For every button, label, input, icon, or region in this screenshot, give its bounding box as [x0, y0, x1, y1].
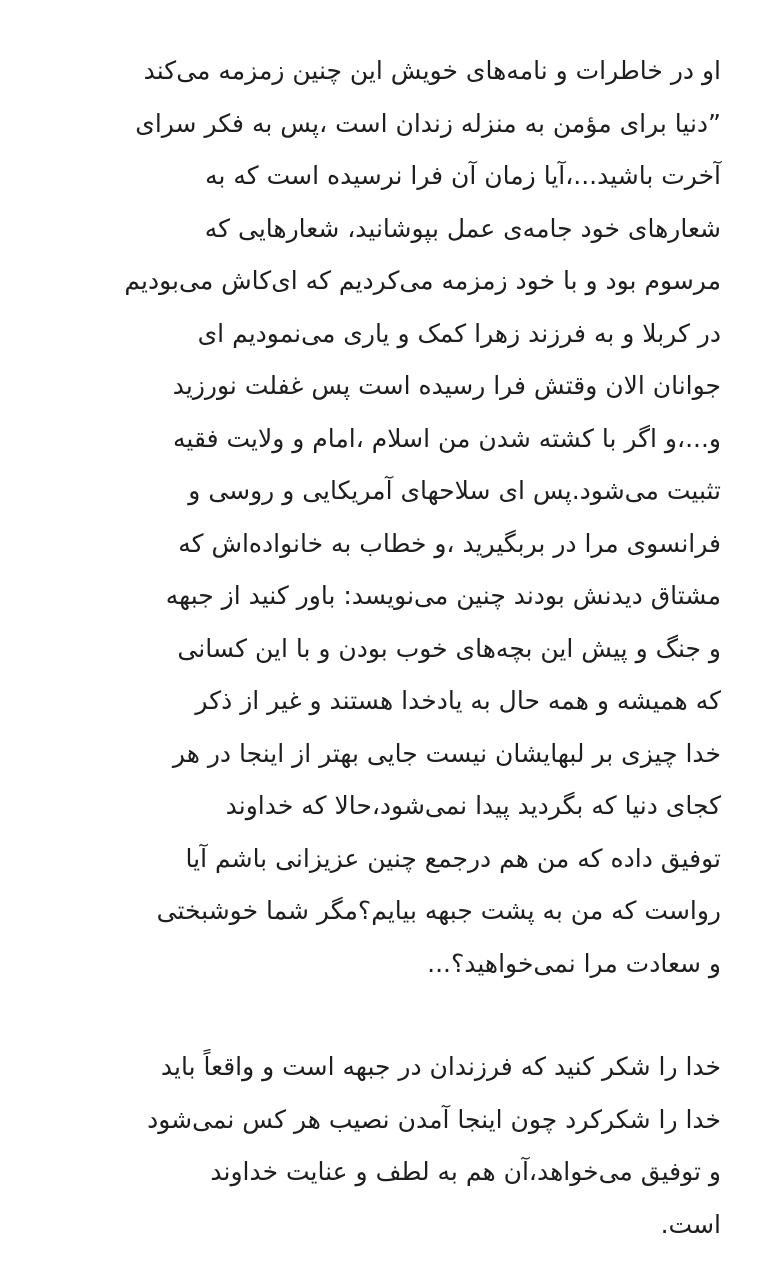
- text-line: خدا را شکرکرد چون اینجا آمدن نصیب هر کس نمی‌شود: [147, 1104, 721, 1134]
- text-line: توفیق داده که من هم درجمع چنین عزیزانی باشم آیا: [185, 843, 721, 873]
- text-line: و...،و اگر با کشته شدن من اسلام ،امام و ولایت فقیه: [173, 423, 721, 453]
- text-line: خدا را شکر کنید که فرزندان در جبهه است و واقعاً باید: [160, 1052, 721, 1081]
- text-line: و جنگ و پیش این بچه‌های خوب بودن و با این کسانی: [177, 633, 721, 663]
- text-line: آخرت باشید...،آیا زمان آن فرا نرسیده است که به: [205, 161, 721, 190]
- text-line: تثبیت می‌شود.پس ای سلاحهای آمریکایی و روسی و: [188, 476, 721, 505]
- text-line: مشتاق دیدنش بودند چنین می‌نویسد: باور کنید از جبهه: [165, 581, 721, 610]
- text-line: رواست که من به پشت جبهه بیایم؟مگر شما خوشبختی: [156, 896, 721, 925]
- text-line: خدا چیزی بر لبهایشان نیست جایی بهتر از اینجا در هر: [172, 738, 721, 768]
- article-body: [62, 45, 721, 1251]
- paragraph-2: [62, 1041, 721, 1251]
- text-line: در کربلا و به فرزند زهرا کمک و یاری می‌نمودیم ای: [197, 318, 721, 348]
- text-line: و توفیق می‌خواهد،آن هم به لطف و عنایت خداوند: [210, 1157, 721, 1186]
- text-line: شعارهای خود جامه‌ی عمل بپوشانید، شعارهایی که: [204, 213, 721, 243]
- text-line: است.: [660, 1209, 721, 1239]
- text-line: مرسوم بود و با خود زمزمه می‌کردیم که ای‌کاش می‌بودیم: [124, 266, 721, 295]
- text-line: و سعادت مرا نمی‌خواهید؟...: [427, 948, 721, 978]
- text-line: او در خاطرات و نامه‌های خویش این چنین زمزمه می‌کند: [143, 56, 721, 85]
- text-line: فرانسوی مرا در بربگیرید ،و خطاب به خانواده‌اش که: [178, 528, 721, 558]
- text-line: که همیشه و همه حال به یادخدا هستند و غیر از ذکر: [195, 686, 721, 715]
- paragraph-1: [62, 45, 721, 990]
- text-line: کجای دنیا که بگردید پیدا نمی‌شود،حالا که خداوند: [225, 791, 721, 820]
- text-line: ”دنیا برای مؤمن به منزله زندان است ،پس به فکر سرای: [135, 108, 721, 138]
- text-line: جوانان الان وقتش فرا رسیده است پس غفلت نورزید: [172, 371, 721, 400]
